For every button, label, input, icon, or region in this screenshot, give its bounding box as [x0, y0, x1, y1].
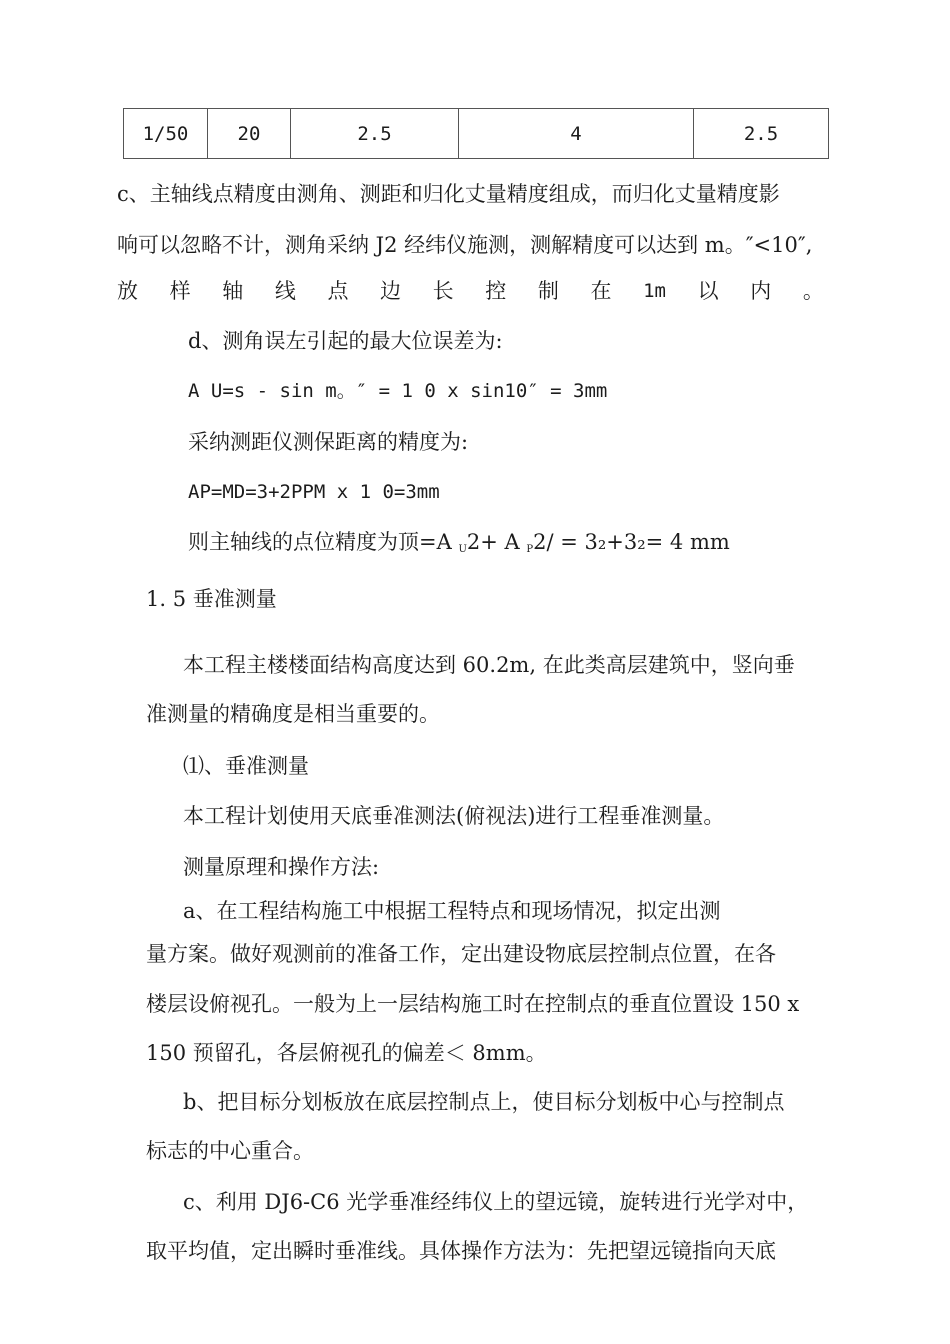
section-heading: 1. 5 垂准测量	[146, 587, 277, 611]
spread-char: 长	[432, 279, 454, 303]
step-c-line-2: 取平均值，定出瞬时垂准线。具体操作方法为：先把望远镜指向天底	[146, 1239, 776, 1263]
table-cell: 1/50	[124, 109, 208, 159]
rangefinder-precision-label: 采纳测距仪测保距离的精度为:	[188, 430, 469, 454]
spread-char: 以	[697, 279, 719, 303]
table-row	[124, 109, 829, 159]
spread-char: 放	[117, 279, 138, 303]
table-cell: 4	[459, 109, 694, 159]
spread-char: 内	[750, 279, 772, 303]
formula-angle-error: A U=s - sin m。″ = 1 0 x sin10″ = 3mm	[188, 380, 608, 402]
formula-point-precision	[188, 528, 730, 564]
intro-line-2: 准测量的精确度是相当重要的。	[146, 702, 440, 726]
intro-line-1: 本工程主楼楼面结构高度达到 60.2m, 在此类高层建筑中，竖向垂	[183, 653, 795, 677]
spread-char: 1m	[643, 280, 666, 302]
spread-char: 样	[169, 279, 191, 303]
spread-char: 轴	[222, 279, 244, 303]
formula-text: 则主轴线的点位精度为顶=A	[188, 530, 459, 554]
formula-text: 2/ = 3₂+3₂= 4 mm	[533, 530, 730, 554]
step-a-line-2: 量方案。做好观测前的准备工作，定出建设物底层控制点位置，在各	[146, 942, 776, 966]
spread-char: 边	[380, 279, 402, 303]
step-b-line-2: 标志的中心重合。	[146, 1139, 314, 1163]
table-cell: 20	[208, 109, 291, 159]
subsection-heading: ⑴、垂准测量	[183, 754, 309, 778]
step-b-line-1: b、把目标分划板放在底层控制点上，使目标分划板中心与控制点	[183, 1090, 785, 1114]
step-a-line-3: 楼层设俯视孔。一般为上一层结构施工时在控制点的垂直位置设 150 x	[146, 992, 800, 1016]
formula-text: 2+ A	[466, 530, 527, 554]
spread-char: 在	[590, 279, 612, 303]
spread-char: 控	[485, 279, 507, 303]
paragraph-d: d、测角误左引起的最大位误差为:	[188, 329, 503, 353]
precision-table	[123, 108, 829, 159]
spread-char: 点	[327, 279, 349, 303]
spread-char: 线	[274, 279, 296, 303]
formula-subscript: P	[526, 544, 534, 555]
step-a-line-4: 150 预留孔，各层俯视孔的偏差＜ 8mm。	[146, 1041, 547, 1065]
principle-heading: 测量原理和操作方法:	[183, 855, 380, 879]
step-a-line-1: a、在工程结构施工中根据工程特点和现场情况，拟定出测	[183, 899, 721, 923]
formula-subscript: U	[458, 544, 467, 555]
paragraph-c-line-1: c、主轴线点精度由测角、测距和归化丈量精度组成，而归化丈量精度影	[117, 182, 780, 206]
paragraph-c-line-2: 响可以忽略不计，测角采纳 J2 经纬仪施测，测解精度可以达到 m。″<10″,	[117, 233, 813, 257]
table-cell: 2.5	[291, 109, 459, 159]
table-cell: 2.5	[694, 109, 829, 159]
formula-distance-error: AP=MD=3+2PPM x 1 0=3mm	[188, 481, 440, 503]
plan-paragraph: 本工程计划使用天底垂准测法(俯视法)进行工程垂准测量。	[183, 804, 725, 828]
step-c-line-1: c、利用 DJ6-C6 光学垂准经纬仪上的望远镜，旋转进行光学对中，	[183, 1190, 809, 1214]
spread-char: 。	[802, 279, 824, 303]
paragraph-c-line-3	[117, 277, 824, 305]
spread-char: 制	[537, 279, 559, 303]
